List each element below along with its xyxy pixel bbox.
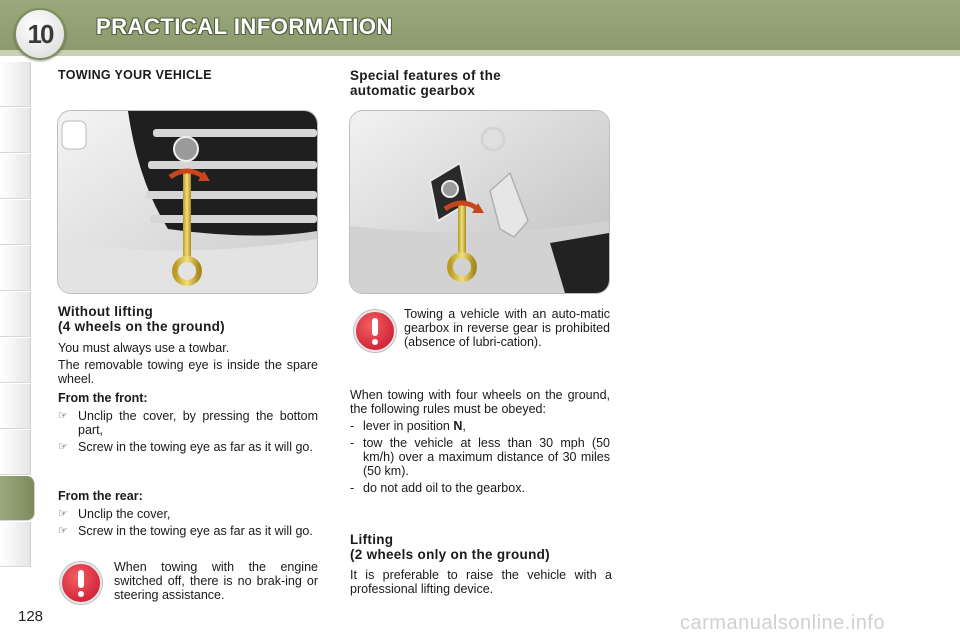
section-title-line2: automatic gearbox [350, 83, 476, 98]
list-item-text: Screw in the towing eye as far as it will go. [78, 524, 313, 538]
list-item [350, 419, 610, 433]
lifting-title-line2: (2 wheels only on the ground) [350, 547, 550, 562]
list-item-text: do not add oil to the gearbox. [363, 481, 525, 495]
rule1-prefix: lever in position [363, 419, 454, 433]
list-item-text: tow the vehicle at less than 30 mph (50 km/h) over a maximum distance of 30 miles (50 km). [363, 436, 610, 478]
dash-marker: - [350, 419, 355, 433]
chapter-tab-active[interactable] [0, 476, 35, 521]
chapter-number: 10 [27, 18, 53, 49]
chapter-tab[interactable] [0, 62, 31, 107]
lifting-text: It is preferable to raise the vehicle with a professional lifting device. [350, 568, 612, 596]
engine-off-warning: When towing with the engine switched off, there is no brak-ing or steering assistance. [114, 560, 318, 602]
rules-intro: When towing with four wheels on the ground, the following rules must be obeyed: [350, 388, 610, 416]
warning-icon [354, 310, 396, 352]
header-strip [0, 50, 960, 56]
page-number: 128 [18, 608, 44, 625]
from-rear-heading: From the rear: [58, 489, 143, 503]
automatic-gearbox-title [350, 68, 610, 98]
front-towing-photo [57, 110, 318, 294]
from-rear-section [58, 489, 318, 538]
list-item [58, 524, 318, 538]
list-item [58, 440, 318, 454]
list-item [350, 481, 610, 495]
list-item [350, 436, 610, 478]
dash-marker: - [350, 436, 355, 450]
list-item [58, 507, 318, 521]
chapter-tabs [0, 62, 32, 572]
subsection-title-line1: Without lifting [58, 304, 154, 319]
section-title-towing: TOWING YOUR VEHICLE [58, 68, 212, 82]
lifting-title-line1: Lifting [350, 532, 394, 547]
rear-towing-illustration [350, 111, 609, 293]
pointer-icon: ☞ [58, 525, 68, 537]
chapter-tab[interactable] [0, 384, 31, 429]
chapter-tab[interactable] [0, 200, 31, 245]
pointer-icon: ☞ [58, 410, 68, 422]
reverse-gear-warning: Towing a vehicle with an auto-matic gearbox in reverse gear is prohibited (absence of lubri-cation). [404, 307, 610, 349]
towing-rules-section [350, 388, 610, 495]
from-front-heading: From the front: [58, 391, 148, 405]
gear-position-n: N [453, 419, 463, 433]
front-towing-illustration [58, 111, 317, 293]
rear-towing-photo [349, 110, 610, 294]
chapter-tab[interactable] [0, 522, 31, 567]
section-title-line1: Special features of the [350, 68, 501, 83]
from-front-section [58, 391, 318, 454]
list-item-text: Unclip the cover, by pressing the bottom part, [78, 409, 318, 437]
without-lifting-section [58, 304, 318, 386]
page-title: PRACTICAL INFORMATION [96, 14, 393, 39]
towing-eye-text: The removable towing eye is inside the spare wheel. [58, 358, 318, 386]
pointer-icon: ☞ [58, 508, 68, 520]
chapter-tab[interactable] [0, 292, 31, 337]
pointer-icon: ☞ [58, 441, 68, 453]
warning-icon [60, 562, 102, 604]
towbar-text: You must always use a towbar. [58, 341, 230, 355]
dash-marker: - [350, 481, 355, 495]
lifting-section [350, 532, 612, 596]
chapter-tab[interactable] [0, 430, 31, 475]
list-item-text: Unclip the cover, [78, 507, 171, 521]
chapter-tab[interactable] [0, 246, 31, 291]
subsection-title-line2: (4 wheels on the ground) [58, 319, 225, 334]
chapter-tab[interactable] [0, 154, 31, 199]
list-item [58, 409, 318, 437]
list-item-text: Screw in the towing eye as far as it will go. [78, 440, 313, 454]
rule1-suffix: , [462, 419, 466, 433]
chapter-badge [14, 8, 66, 60]
watermark: carmanualsonline.info [680, 612, 886, 634]
chapter-tab[interactable] [0, 338, 31, 383]
chapter-tab[interactable] [0, 108, 31, 153]
